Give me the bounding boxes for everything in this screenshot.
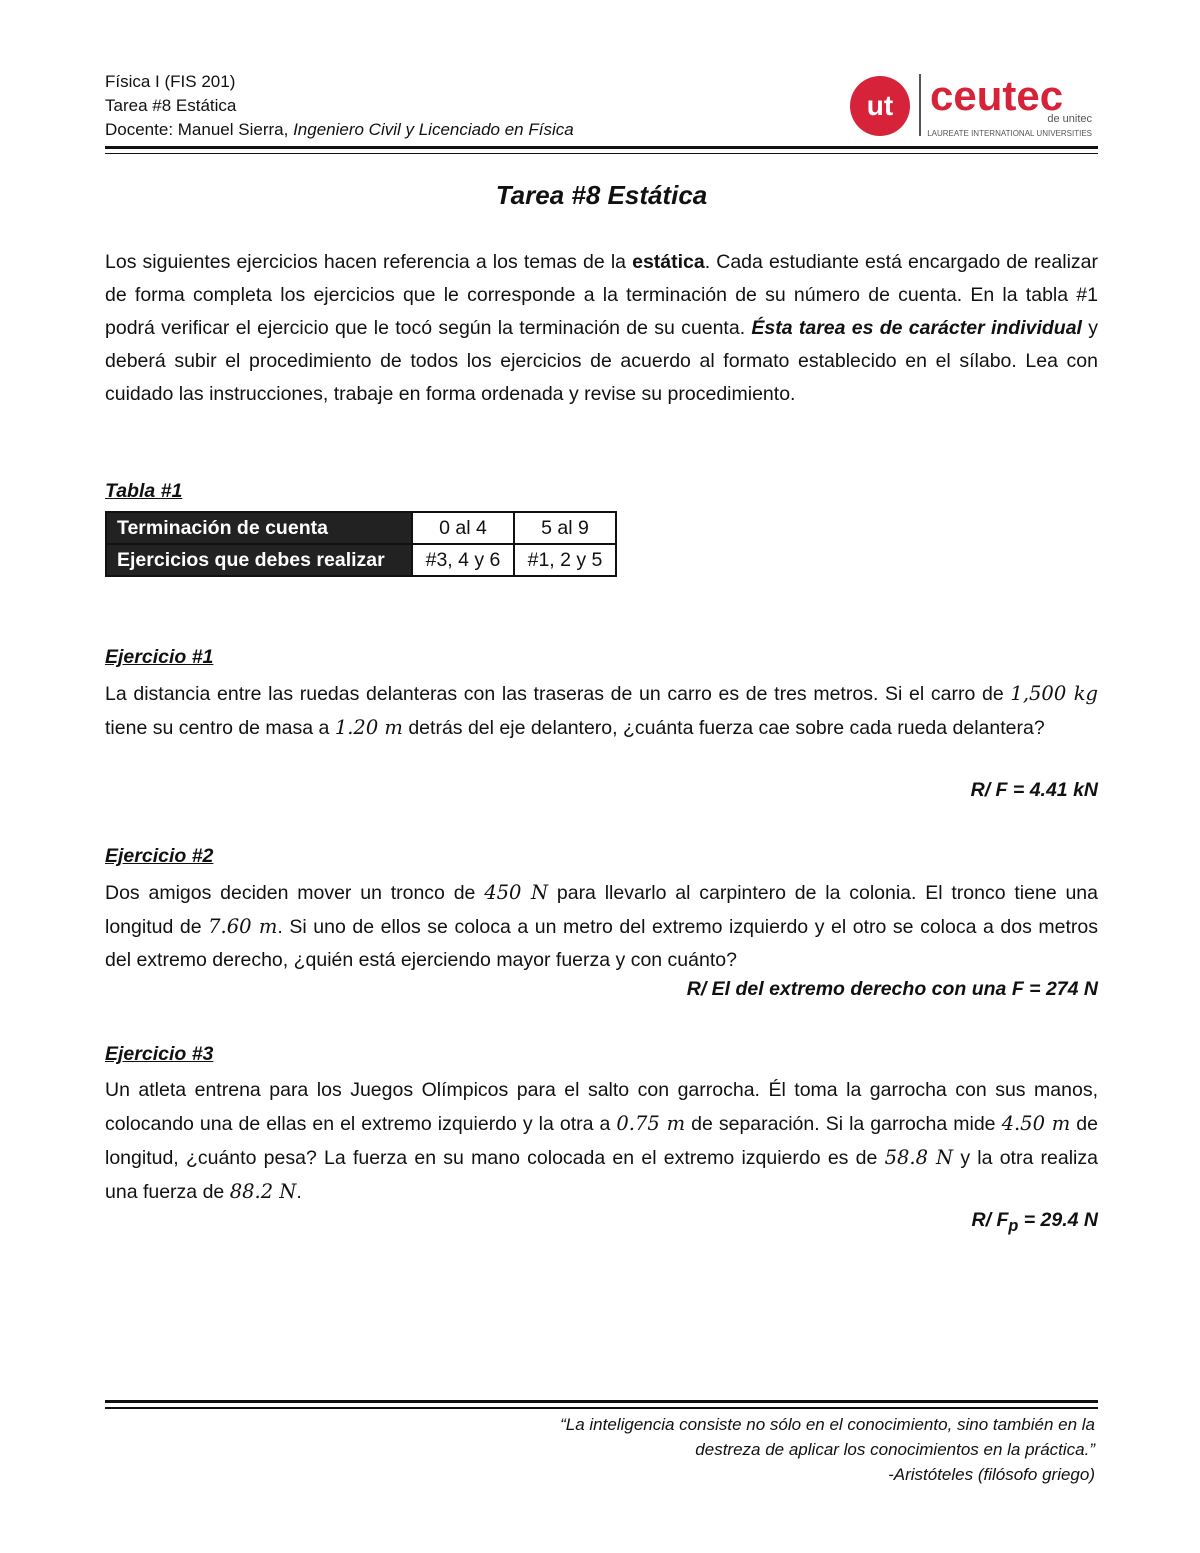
course-name: Física I (FIS 201) <box>105 72 236 91</box>
table-row <box>106 512 616 544</box>
teacher-label: Docente: Manuel Sierra, <box>105 120 289 139</box>
exercise-1-text: La distancia entre las ruedas delanteras con las traseras de un carro es de tres metros. Si el carro de 1,500 kg tiene su centro de masa a 1.20 m detrás del eje delantero, ¿cuánta fuerza cae sobre cada rueda delantera? <box>105 682 1098 739</box>
table-cell: #1, 2 y 5 <box>514 544 616 576</box>
exercise-2-answer: R/ El del extremo derecho con una F = 274 N <box>686 978 1098 1000</box>
table-cell: #3, 4 y 6 <box>412 544 514 576</box>
assignment-table <box>105 511 617 577</box>
exercise-1-label: Ejercicio #1 <box>105 646 214 668</box>
logo-tagline: LAUREATE INTERNATIONAL UNIVERSITIES <box>927 129 1092 138</box>
intro-paragraph: Los siguientes ejercicios hacen referencia a los temas de la estática. Cada estudiante está encargado de realizar de forma completa los ejercicios que le corresponde a la terminación de su número de cuenta. En la tabla #1 podrá verificar el ejercicio que le tocó según la terminación de su cuenta. Ésta tarea es de carácter individual y deberá subir el procedimiento de todos los ejercicios de acuerdo al formato establecido en el sílabo. Lea con cuidado las instrucciones, trabaje en forma ordenada y revise su procedimiento. <box>105 251 1098 405</box>
table-row-header: Ejercicios que debes realizar <box>106 544 412 576</box>
table-row <box>106 544 616 576</box>
intro-bold: estática <box>632 251 705 273</box>
assignment-name: Tarea #8 Estática <box>105 96 237 115</box>
exercise-3-text: Un atleta entrena para los Juegos Olímpicos para el salto con garrocha. Él toma la garrocha con sus manos, colocando una de ellas en el extremo izquierdo y la otra a 0.75 m de separación. Si la garrocha mide 4.50 m de longitud, ¿cuánto pesa? La fuerza en su mano colocada en el extremo izquierdo es de 58.8 N y la otra realiza una fuerza de 88.2 N. <box>105 1079 1098 1203</box>
table-row-header: Terminación de cuenta <box>106 512 412 544</box>
exercise-2-label: Ejercicio #2 <box>105 845 214 867</box>
logo-graphic <box>848 70 1098 140</box>
table-cell: 0 al 4 <box>412 512 514 544</box>
header-divider <box>105 146 1098 154</box>
ceutec-logo <box>848 70 1098 140</box>
logo-badge-text: ut <box>866 90 894 121</box>
logo-sub: de unitec <box>1047 113 1092 125</box>
table-cell: 5 al 9 <box>514 512 616 544</box>
quote-line-2: destreza de aplicar los conocimientos en la práctica.” <box>695 1440 1095 1459</box>
exercise-2-text: Dos amigos deciden mover un tronco de 450 N para llevarlo al carpintero de la colonia. El tronco tiene una longitud de 7.60 m. Si uno de ellos se coloca a un metro del extremo izquierdo y el otro se coloca a dos metros del extremo derecho, ¿quién está ejerciendo mayor fuerza y con cuánto? <box>105 881 1099 971</box>
logo-brand: ceutec <box>930 72 1064 119</box>
teacher-title: Ingeniero Civil y Licenciado en Física <box>293 120 574 139</box>
footer-divider <box>105 1400 1098 1409</box>
exercise-3-label: Ejercicio #3 <box>105 1043 214 1065</box>
footer-quote <box>495 1412 1095 1487</box>
exercise-3-answer: R/ $F_p = 29.4$ N <box>971 1209 1098 1235</box>
quote-line-1: “La inteligencia consiste no sólo en el conocimiento, sino también en la <box>560 1415 1095 1434</box>
intro-bold-italic: Ésta tarea es de carácter individual <box>751 317 1082 339</box>
document-title: Tarea #8 Estática <box>495 180 708 210</box>
exercise-1-answer: R/ F = 4.41 kN <box>970 779 1098 801</box>
table-label: Tabla #1 <box>105 480 183 502</box>
quote-author: -Aristóteles (filósofo griego) <box>888 1465 1095 1484</box>
